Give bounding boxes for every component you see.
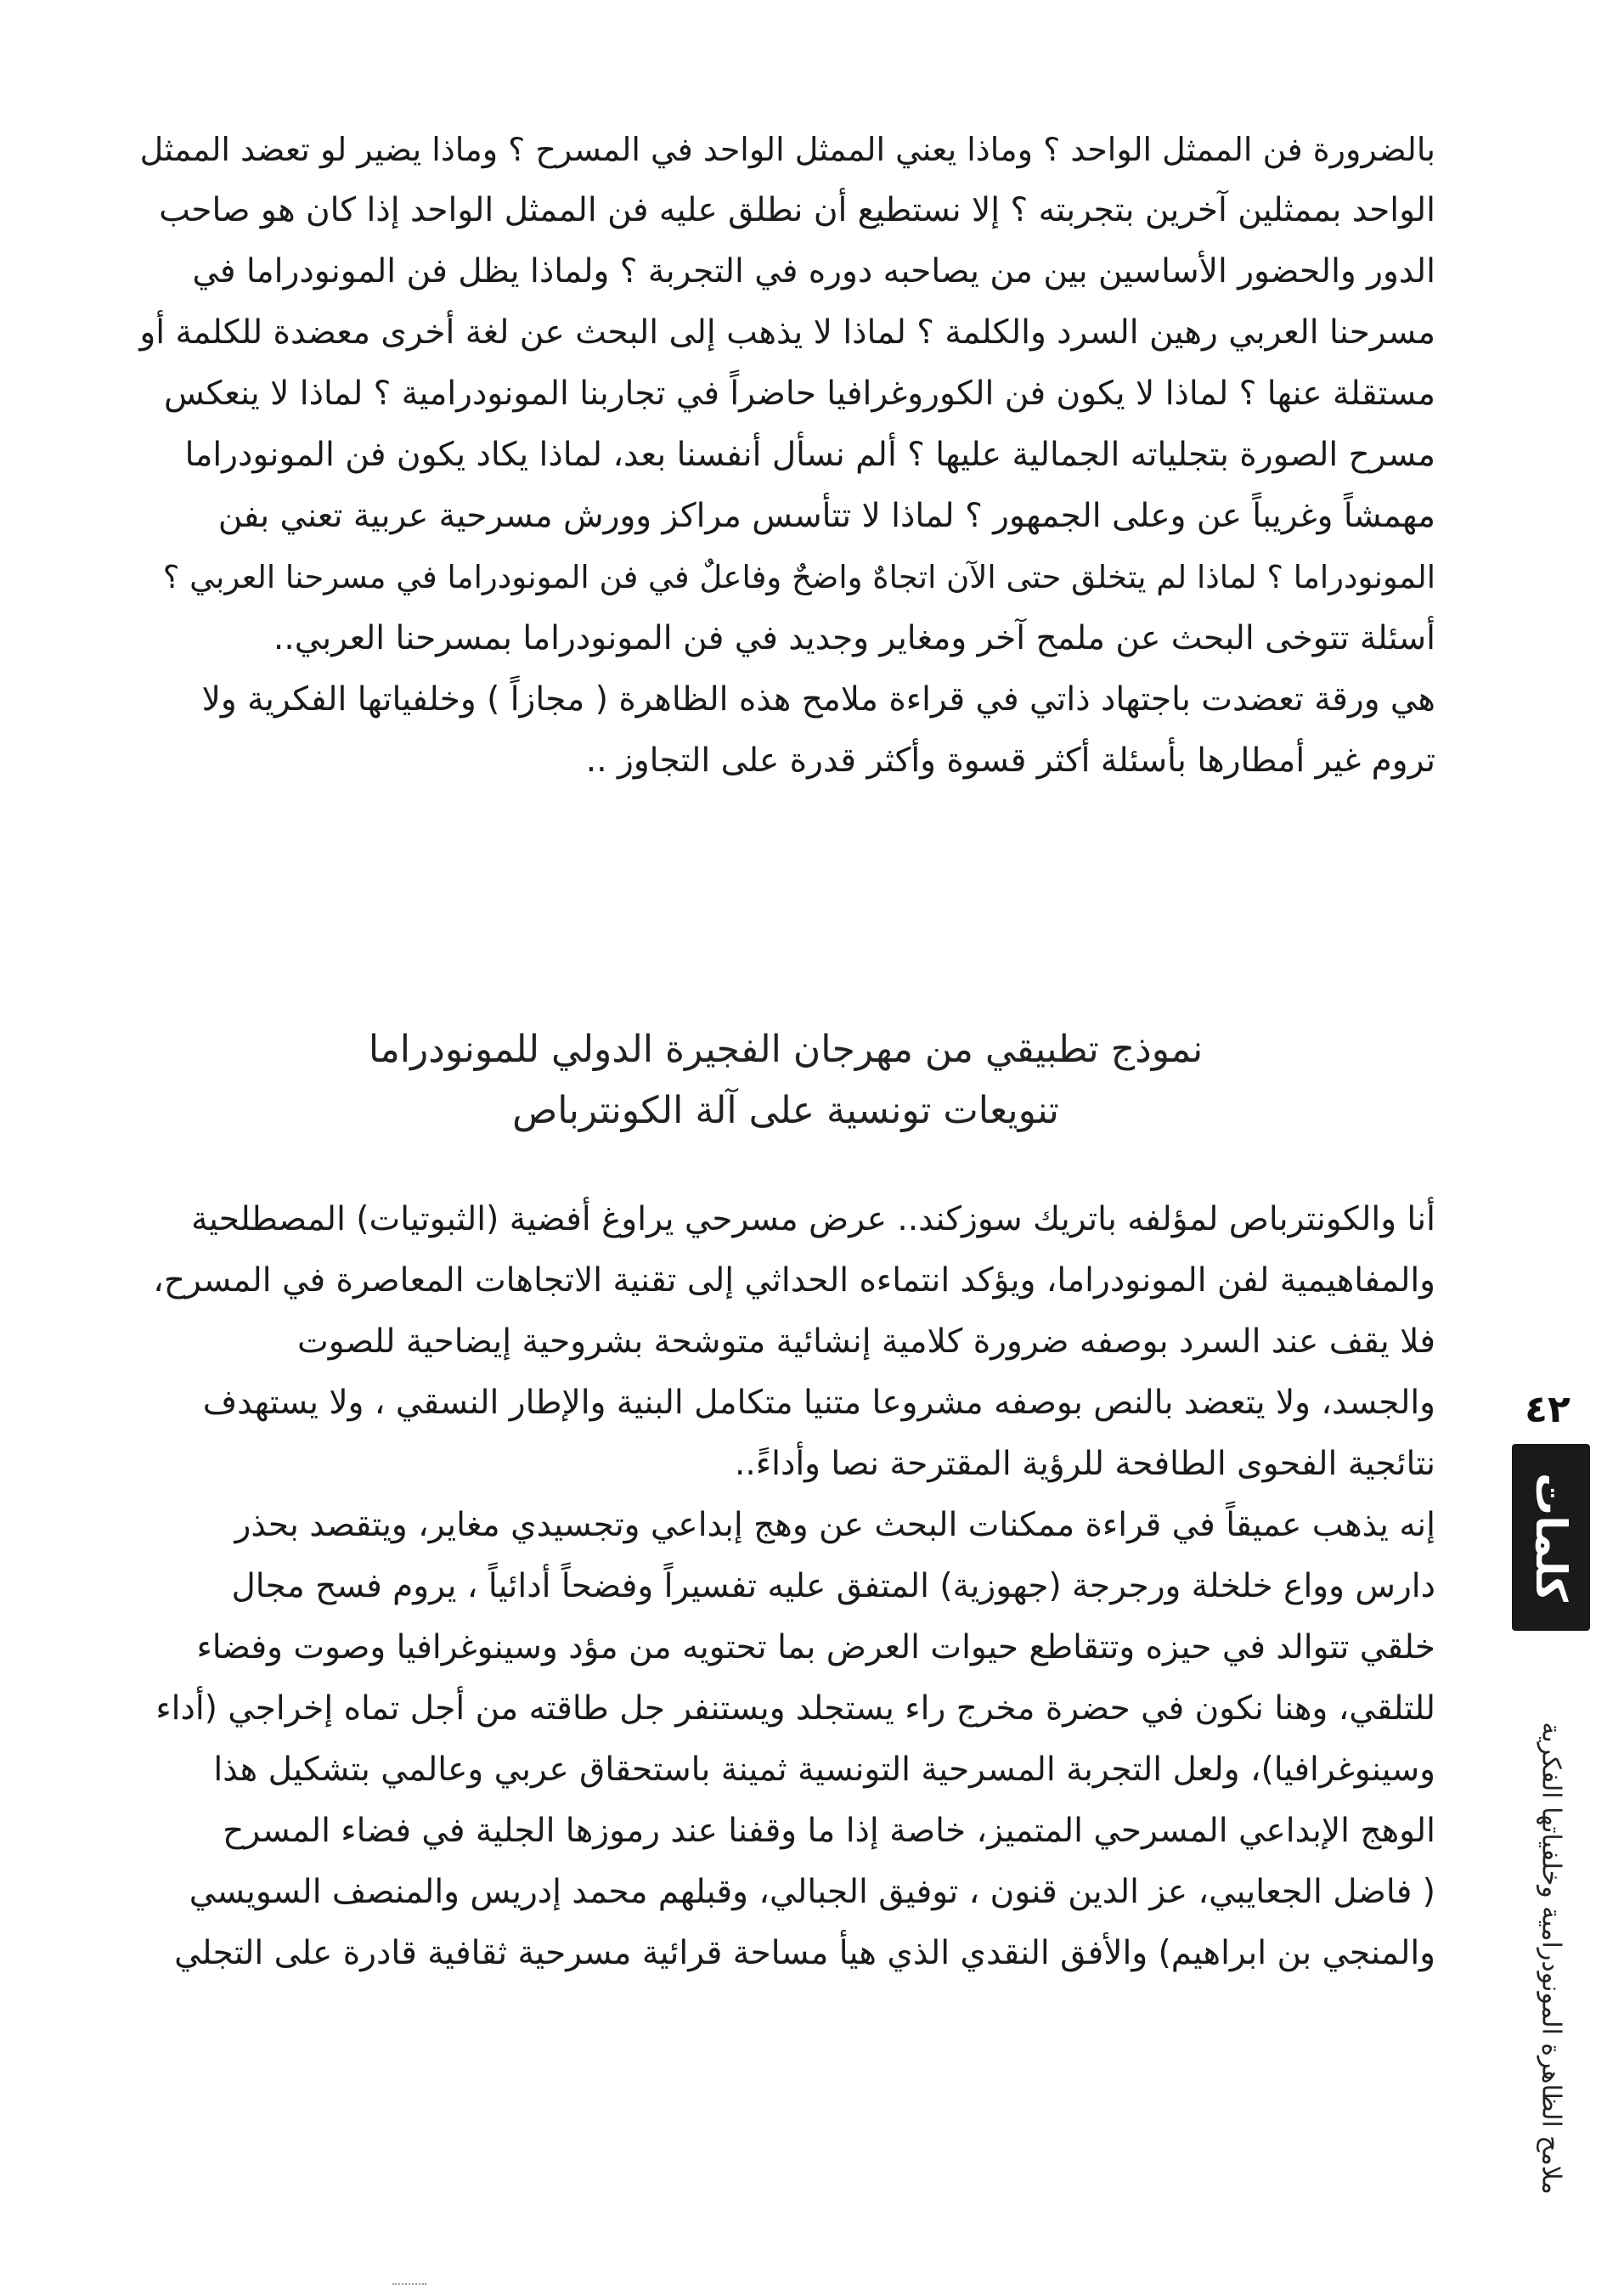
section-heading xyxy=(136,1019,1435,1142)
running-title-text: ملامح الظاهرة المونودرامية وخلفياتها الفكرية xyxy=(1536,1721,1566,2195)
text-line: مستقلة عنها ؟ لماذا لا يكون فن الكوروغرافيا حاضراً في تجاربنا المونودرامية ؟ لماذا لا ينعكس xyxy=(164,375,1435,413)
text-line: دارس وواع خلخلة ورجرجة (جهوزية) المتفق عليه تفسيراً وفضحاً أدائياً ، يروم فسح مجال xyxy=(231,1567,1435,1605)
case-study-paragraphs xyxy=(136,1189,1435,1984)
page-number: ٤٢ xyxy=(1525,1388,1570,1431)
text-line: إنه يذهب عميقاً في قراءة ممكنات البحث عن وهج إبداعي وتجسيدي مغاير، ويتقصد بحذر xyxy=(234,1506,1435,1544)
footer-dots xyxy=(392,2283,426,2287)
intro-paragraphs xyxy=(136,119,1435,792)
text-line: هي ورقة تعضدت باجتهاد ذاتي في قراءة ملامح هذه الظاهرة ( مجازاً ) وخلفياتها الفكرية ولا xyxy=(201,680,1435,719)
text-line: المونودراما ؟ لماذا لم يتخلق حتى الآن اتجاهٌ واضحٌ وفاعلٌ في فن المونودراما في مسرحنا العربي ؟ xyxy=(162,559,1435,595)
logo-label: كلمات xyxy=(1526,1472,1576,1603)
text-line: أسئلة تتوخى البحث عن ملمح آخر ومغاير وجديد في فن المونودراما بمسرحنا العربي.. xyxy=(273,619,1435,657)
text-line: وسينوغرافيا)، ولعل التجربة المسرحية التونسية ثمينة باستحقاق عربي وعالمي بتشكيل هذا xyxy=(213,1751,1435,1789)
text-line: مسرح الصورة بتجلياته الجمالية عليها ؟ ألم نسأل أنفسنا بعد، لماذا يكاد يكون فن المونودراما xyxy=(184,436,1435,474)
text-line: مهمشاً وغريباً عن وعلى الجمهور ؟ لماذا لا تتأسس مراكز وورش مسرحية عربية تعني بفن xyxy=(217,497,1435,535)
text-line: ( فاضل الجعايبي، عز الدين قنون ، توفيق الجبالي، وقبلهم محمد إدريس والمنصف السويسي xyxy=(189,1873,1435,1911)
publication-logo xyxy=(1512,1444,1590,1631)
text-line: الواحد بممثلين آخرين بتجربته ؟ إلا نستطيع أن نطلق عليه فن الممثل الواحد إذا كان هو صاحب xyxy=(159,191,1435,229)
text-line: أنا والكونترباص لمؤلفه باتريك سوزكند.. عرض مسرحي يراوغ أفضية (الثبوتيات) المصطلحية xyxy=(191,1200,1435,1238)
heading-line-1: نموذج تطبيقي من مهرجان الفجيرة الدولي للمونودراما xyxy=(368,1028,1204,1071)
text-line: الدور والحضور الأساسين بين من يصاحبه دوره في التجربة ؟ ولماذا يظل فن المونودراما في xyxy=(192,252,1435,290)
text-line: نتائجية الفحوى الطافحة للرؤية المقترحة نصا وأداءً.. xyxy=(735,1445,1435,1483)
text-line: بالضرورة فن الممثل الواحد ؟ وماذا يعني الممثل الواحد في المسرح ؟ وماذا يضير لو تعضد الممثل xyxy=(139,131,1435,168)
text-line: مسرحنا العربي رهين السرد والكلمة ؟ لماذا لا يذهب إلى البحث عن لغة أخرى معضدة للكلمة أو xyxy=(139,313,1435,352)
text-line: فلا يقف عند السرد بوصفه ضرورة كلامية إنشائية متوشحة بشروحية إيضاحية للصوت xyxy=(297,1322,1435,1361)
text-line: والمفاهيمية لفن المونودراما، ويؤكد انتماءه الحداثي إلى تقنية الاتجاهات المعاصرة في المسرح، xyxy=(153,1261,1435,1300)
text-line: خلقي تتوالد في حيزه وتتقاطع حيوات العرض بما تحتويه من مؤد وسينوغرافيا وصوت وفضاء xyxy=(196,1628,1435,1666)
heading-line-2: تنويعات تونسية على آلة الكونترباص xyxy=(512,1089,1059,1132)
text-line: والمنجي بن ابراهيم) والأفق النقدي الذي هيأ مساحة قرائية مسرحية ثقافية قادرة على التجلي xyxy=(174,1934,1435,1972)
text-line: الوهج الإبداعي المسرحي المتميز، خاصة إذا ما وقفنا عند رموزها الجلية في فضاء المسرح xyxy=(223,1812,1435,1850)
text-line: والجسد، ولا يتعضد بالنص بوصفه مشروعا متنيا متكامل البنية والإطار النسقي ، ولا يستهدف xyxy=(202,1384,1435,1422)
text-line: للتلقي، وهنا نكون في حضرة مخرج راء يستجلد ويستنفر جل طاقته من أجل تماه إخراجي (أداء xyxy=(155,1689,1435,1728)
text-line: تروم غير أمطارها بأسئلة أكثر قسوة وأكثر قدرة على التجاوز .. xyxy=(585,742,1435,780)
running-title xyxy=(1512,1644,1590,2272)
